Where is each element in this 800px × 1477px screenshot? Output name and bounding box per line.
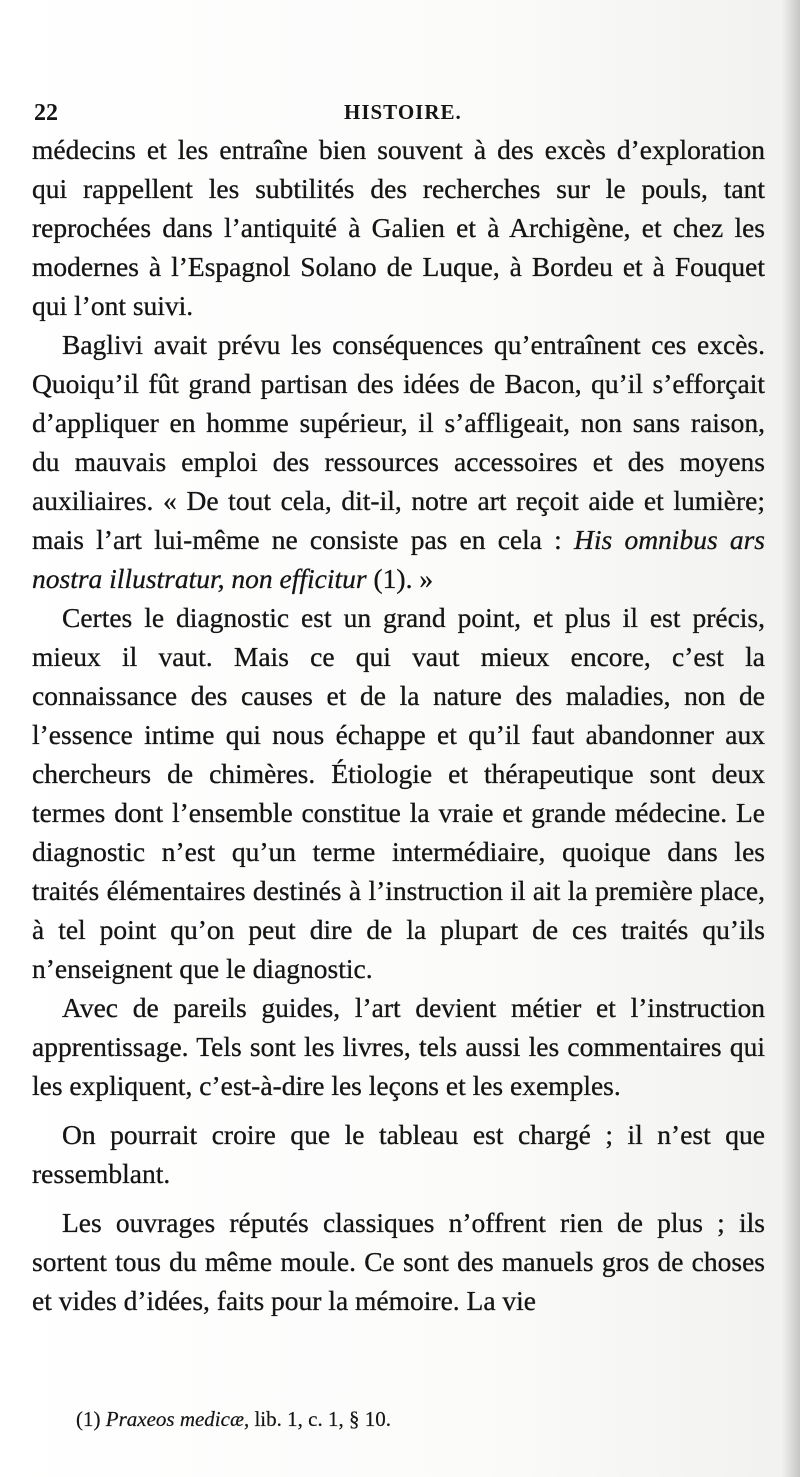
paragraph-3: Certes le diagnostic est un grand point, et plus il est précis, mieux il vaut. Mais ce qui vaut mieux encore, c’est la connaissance des causes et de la nature des maladies, non de l’essence intime qui nous échappe et qu’il faut abandonner aux chercheurs de chimères. Étiologie et thérapeutique sont deux termes dont l’ensemble constitue la vraie et grande médecine. Le diagnostic n’est qu’un terme intermédiaire, quoique dans les traités élémentaires destinés à l’instruction il ait la première place, à tel point qu’on peut dire de la plupart de ces traités qu’ils n’enseignent que le diagnostic. [32, 602, 765, 984]
paragraph-5: On pourrait croire que le tableau est chargé ; il n’est que ressemblant. [32, 1119, 765, 1189]
page-edge-shadow [782, 0, 800, 1477]
footnote-title: Praxeos medicæ [105, 1407, 244, 1431]
footnote-reference: , lib. 1, c. 1, § 10. [243, 1407, 391, 1431]
body-text [32, 130, 765, 1320]
paragraph-2 [32, 325, 765, 598]
latin-quotation: His omnibus ars nostra illustratur, non efficitur [32, 524, 765, 594]
paragraph-6: Les ouvrages réputés classiques n’offrent rien de plus ; ils sortent tous du même moule. Ce sont des manuels gros de choses et vides d’idées, faits pour la mémoire. La vie [32, 1207, 765, 1316]
paragraph-2-footnote-ref: (1). » [366, 563, 434, 594]
paragraph-1: médecins et les entraîne bien souvent à des excès d’exploration qui rappellent les subtilités des recherches sur le pouls, tant reprochées dans l’antiquité à Galien et à Archigène, et chez les modernes à l’Espagnol Solano de Luque, à Bordeu et à Fouquet qui l’ont suivi. [32, 134, 765, 321]
paragraph-4: Avec de pareils guides, l’art devient métier et l’instruction apprentissage. Tels sont les livres, tels aussi les commentaires qui les expliquent, c’est-à-dire les leçons et les exemples. [32, 992, 765, 1101]
page-header [32, 96, 762, 132]
page-number: 22 [34, 100, 58, 126]
footnote [76, 1407, 676, 1432]
running-title: HISTOIRE. [344, 100, 462, 124]
paragraph-2-text: Baglivi avait prévu les conséquences qu’entraînent ces excès. Quoiqu’il fût grand partisan des idées de Bacon, qu’il s’efforçait d’appliquer en homme supérieur, il s’affligeait, non sans raison, du mauvais emploi des ressources accessoires et des moyens auxiliaires. « De tout cela, dit-il, notre art reçoit aide et lumière; mais l’art lui-même ne consiste pas en cela : [32, 329, 765, 555]
footnote-marker: (1) [76, 1407, 106, 1431]
